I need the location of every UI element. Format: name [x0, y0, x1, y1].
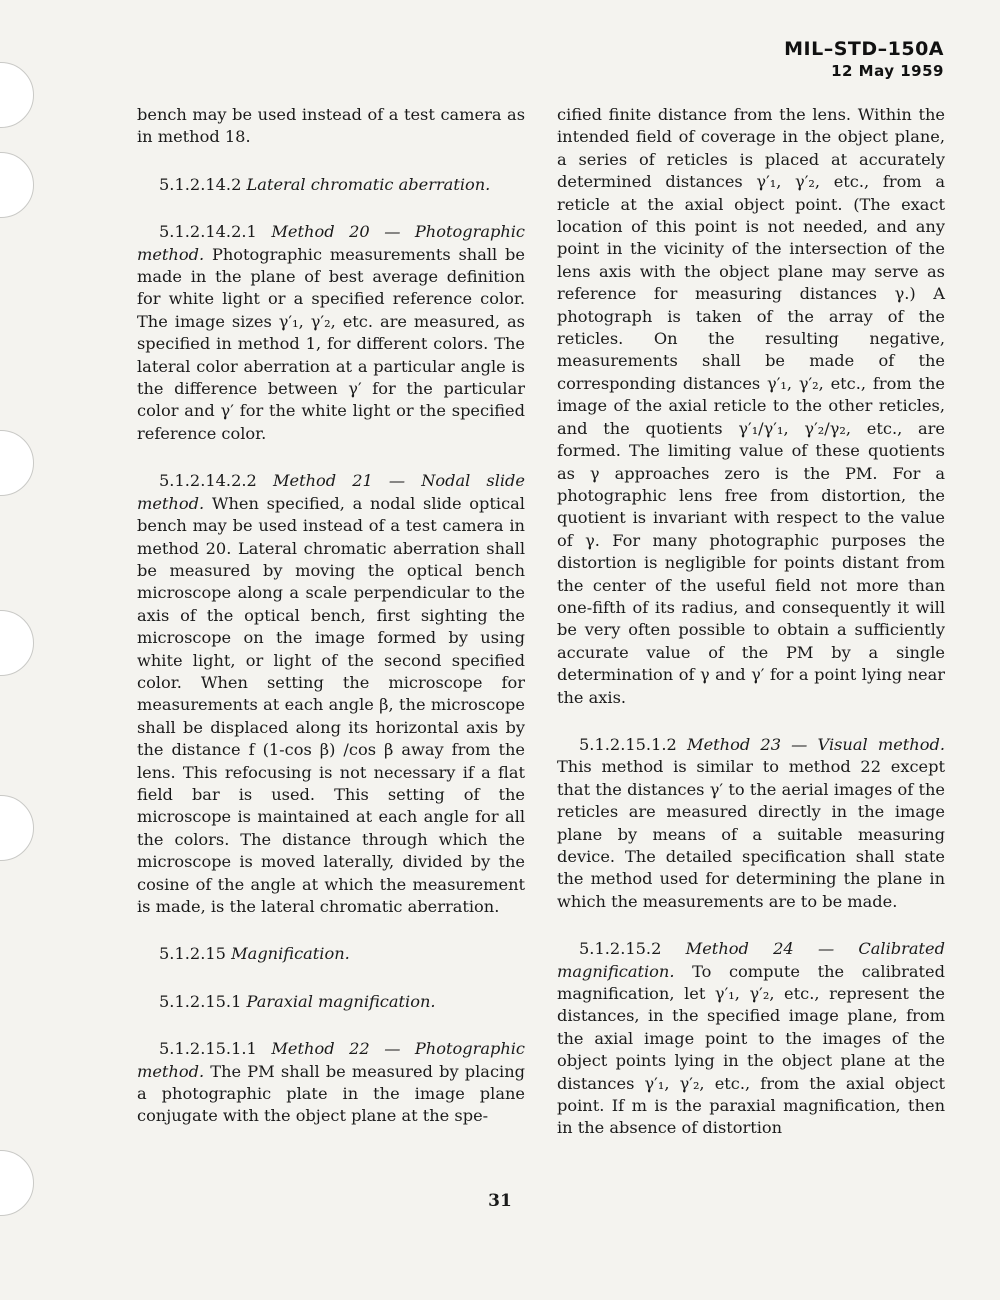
section-number: 5.1.2.15.1.2: [579, 734, 677, 754]
section-title: Method 21 — Nodal slide method.: [137, 471, 526, 513]
right-column: [557, 104, 945, 1140]
paragraph-text: When specified, a nodal slide optical bench may be used instead of a test camera in method 20. Lateral chromatic aberration shall be measured by moving the optical bench microscope along a scale perpendicular to the axis of the optical bench, first sighting the microscope on the image formed by using white light, or light of the second specified color. When setting the microscope for measurements at each angle β, the microscope shall be displaced along its horizontal axis by the distance f (1-cos β) /cos β away from the lens. This refocusing is not necessary if a flat field bar is used. This setting of the microscope is maintained at each angle for all the colors. The distance through which the microscope is moved laterally, divided by the cosine of the angle at which the measurement is made, is the lateral chromatic aberration.: [137, 493, 525, 916]
paragraph: [137, 104, 525, 149]
document-header: [784, 38, 944, 80]
binder-hole: [0, 62, 34, 128]
section-number: 5.1.2.15: [159, 944, 226, 964]
binder-hole: [0, 430, 34, 496]
paragraph: [137, 470, 525, 918]
section-title: Method 24 — Calibrated magnification.: [557, 939, 945, 981]
paragraph: [557, 104, 945, 709]
section-title: Lateral chromatic aberration.: [246, 174, 491, 194]
section-title: Method 20 — Photographic method.: [137, 222, 525, 264]
paragraph-text: The PM shall be measured by placing a photographic plate in the image plane conjugate with the object plane at the spe-: [137, 1061, 525, 1126]
page-number: 31: [488, 1191, 512, 1211]
paragraph-text: This method is similar to method 22 except that the distances γ′ to the aerial images of the reticles are measured directly in the image plane by means of a suitable measuring device. The detailed specification shall state the method used for determining the plane in which the measurements are to be made.: [557, 757, 945, 911]
section-title: Method 22 — Photographic method.: [137, 1039, 525, 1081]
section-heading: [137, 991, 525, 1013]
section-number: 5.1.2.14.2: [159, 174, 242, 194]
section-number: 5.1.2.15.1.1: [159, 1039, 257, 1059]
section-title: Magnification.: [231, 944, 350, 964]
paragraph: [557, 938, 945, 1140]
section-number: 5.1.2.14.2.2: [159, 471, 257, 491]
standard-number: MIL–STD–150A: [784, 38, 944, 60]
paragraph: [137, 221, 525, 445]
paragraph: [557, 734, 945, 913]
paragraph-text: Photographic measurements shall be made in the plane of best average definition for white light or a specified reference color. The image sizes γ′₁, γ′₂, etc. are measured, as specified in method 1, for different colors. The lateral color aberration at a particular angle is the difference between γ′ for the particular color and γ′ for the white light or the specified reference color.: [137, 244, 525, 443]
paragraph-text: cified finite distance from the lens. Within the intended field of coverage in the object plane, a series of reticles is placed at accurately determined distances γ′₁, γ′₂, etc., from a reticle at the axial object point. (The exact location of this point is not needed, and any point in the vicinity of the intersection of the lens axis with the object plane may serve as reference for measuring distances γ.) A photograph is taken of the array of the reticles. On the resulting negative, measurements shall be made of the corresponding distances γ′₁, γ′₂, etc., from the image of the axial reticle to the other reticles, and the quotients γ′₁/γ′₁, γ′₂/γ₂, etc., are formed. The limiting value of these quotients as γ approaches zero is the PM. For a photographic lens free from distortion, the quotient is invariant with respect to the value of γ. For many photographic purposes the distortion is negligible for points distant from the center of the useful field not more than one-fifth of its radius, and consequently it will be very often possible to obtain a sufficiently accurate value of the PM by a single determination of γ and γ′ for a point lying near the axis.: [557, 105, 945, 707]
section-number: 5.1.2.15.1: [159, 991, 242, 1011]
binder-hole: [0, 152, 34, 218]
binder-hole: [0, 610, 34, 676]
section-number: 5.1.2.14.2.1: [159, 222, 257, 242]
section-heading: [137, 943, 525, 965]
section-title: Method 23 — Visual method.: [687, 734, 945, 754]
left-column: [137, 104, 525, 1128]
section-number: 5.1.2.15.2: [579, 939, 662, 959]
paragraph: [137, 1038, 525, 1128]
binder-hole: [0, 795, 34, 861]
document-date: 12 May 1959: [831, 62, 944, 80]
section-title: Paraxial magnification.: [246, 991, 436, 1011]
paragraph-text: bench may be used instead of a test camera as in method 18.: [137, 105, 525, 147]
paragraph-text: To compute the calibrated magnification, let γ′₁, γ′₂, etc., represent the distances, in the specified image plane, from the axial image point to the images of the object points lying in the object plane at the distances γ′₁, γ′₂, etc., from the axial object point. If m is the paraxial magnification, then in the absence of distortion: [557, 961, 945, 1138]
section-heading: [137, 174, 525, 196]
